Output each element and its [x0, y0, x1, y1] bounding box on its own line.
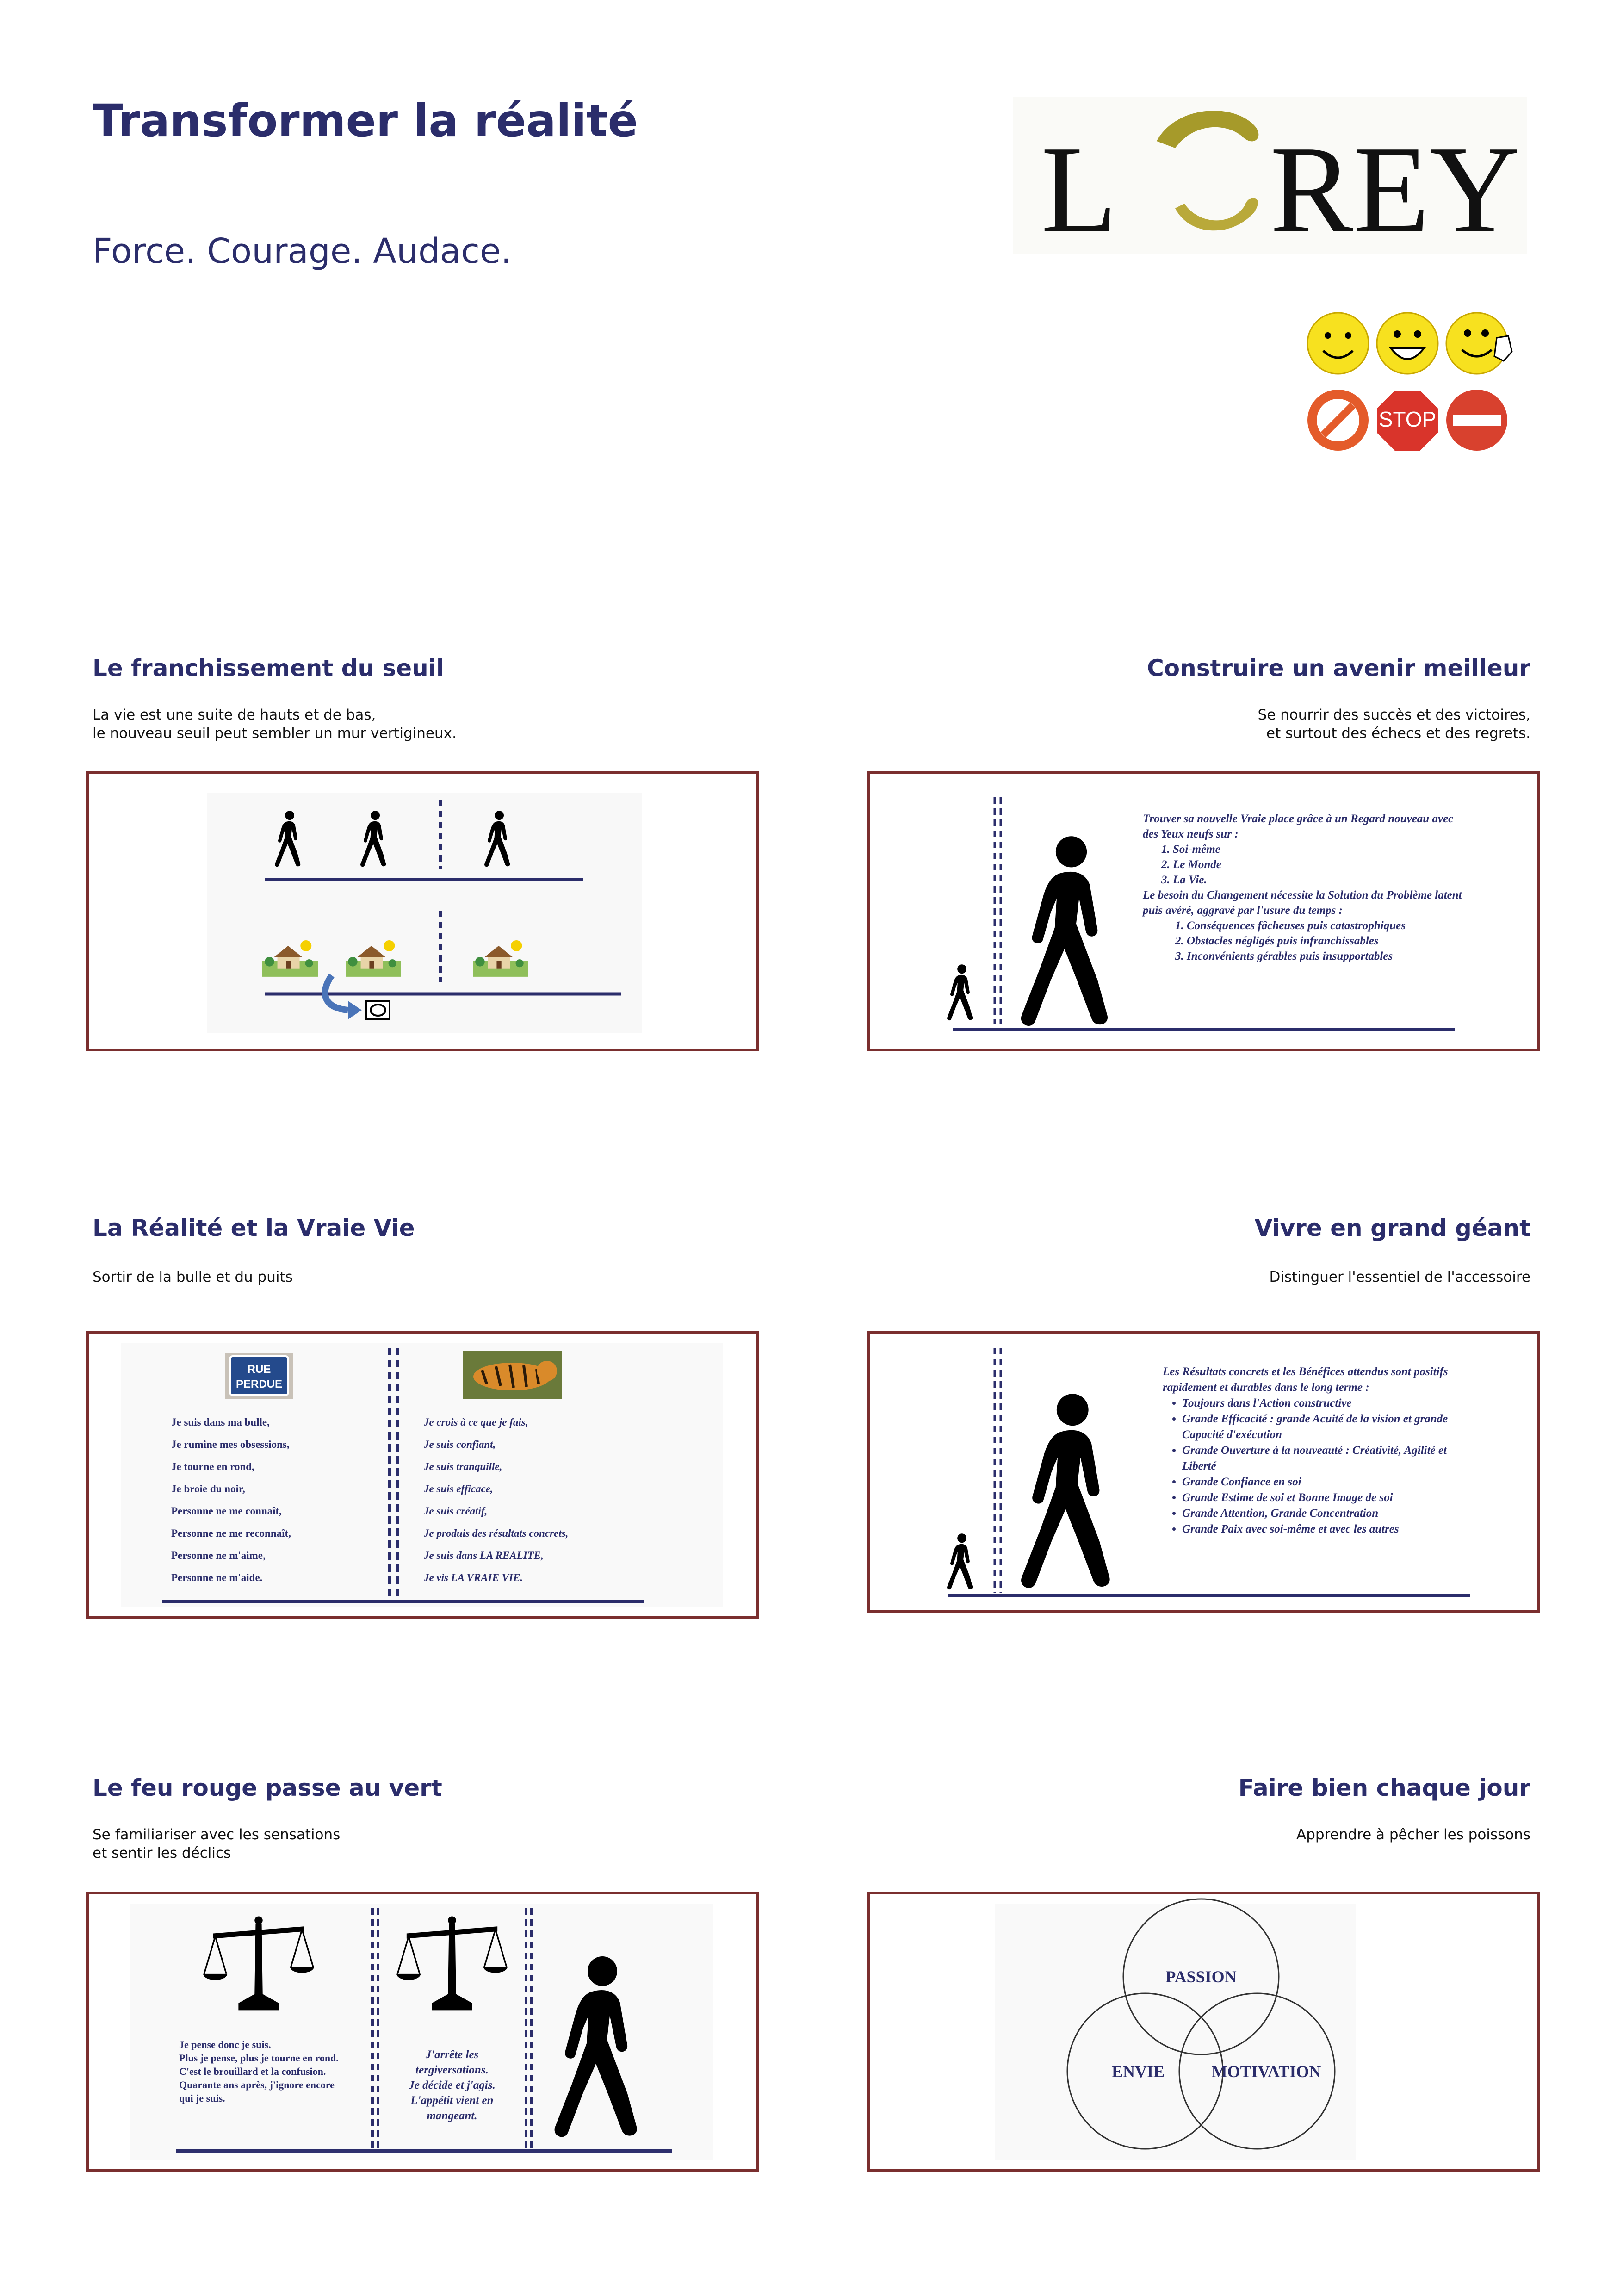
- svg-text:RUE: RUE: [247, 1363, 271, 1376]
- slide-6: [867, 1892, 1540, 2172]
- circle-label-envie: ENVIE: [1111, 2062, 1165, 2081]
- list-item: Je produis des résultats concrets,: [424, 1527, 569, 1539]
- list-item: Personne ne m'aide.: [171, 1572, 263, 1583]
- list-item: • Grande Efficacité : grande Acuité de la vision et grande Capacité d'exécution: [1182, 1411, 1477, 1443]
- section-6-subtitle: Apprendre à pêcher les poissons: [1296, 1826, 1530, 1843]
- circle-label-passion: PASSION: [1165, 1967, 1237, 1986]
- list-item: • Grande Paix avec soi-même et avec les autres: [1182, 1521, 1477, 1537]
- slide-3: [86, 1331, 759, 1619]
- page-subtitle: Force. Courage. Audace.: [93, 231, 512, 271]
- svg-text:PERDUE: PERDUE: [235, 1378, 283, 1390]
- slide-5-left-text: Je pense donc je suis. Plus je pense, plus je tourne en rond. C'est le brouillard et la confusion. Quarante ans après, j'ignore encore qui je suis.: [179, 2039, 339, 2104]
- list-item: • Grande Confiance en soi: [1182, 1474, 1477, 1490]
- slide-4-text: [1163, 1364, 1477, 1537]
- list-item: • Grande Attention, Grande Concentration: [1182, 1506, 1477, 1521]
- logo: [1013, 97, 1527, 254]
- list-item: Personne ne m'aime,: [171, 1550, 266, 1561]
- section-5-title: Le feu rouge passe au vert: [93, 1775, 442, 1801]
- section-2-subtitle: Se nourrir des succès et des victoires, et surtout des échecs et des regrets.: [1258, 707, 1530, 742]
- slide-4-intro: Les Résultats concrets et les Bénéfices attendus sont positifs rapidement et durables dans le long terme :: [1163, 1365, 1448, 1394]
- list-item: • Grande Ouverture à la nouveauté : Créativité, Agilité et Liberté: [1182, 1443, 1477, 1474]
- section-1-subtitle: La vie est une suite de hauts et de bas, le nouveau seuil peut sembler un mur vertigineux.: [93, 707, 457, 742]
- section-5-subtitle: Se familiariser avec les sensations et sentir les déclics: [93, 1826, 341, 1862]
- list-item: 1. Soi-même: [1173, 842, 1462, 857]
- smiley-icon: [1307, 313, 1369, 374]
- do-not-enter-icon: [1446, 390, 1507, 451]
- slide-3-left-list: [171, 1411, 291, 1589]
- section-1-title: Le franchissement du seuil: [93, 655, 444, 682]
- section-4-subtitle: Distinguer l'essentiel de l'accessoire: [1269, 1269, 1530, 1285]
- list-item: Je vis LA VRAIE VIE.: [424, 1572, 523, 1583]
- slide-1: [86, 771, 759, 1051]
- slide-2-intro: Trouver sa nouvelle Vraie place grâce à un Regard nouveau avec des Yeux neufs sur :: [1143, 813, 1454, 840]
- list-item: Personne ne me connaît,: [171, 1505, 282, 1517]
- grinning-smiley-icon: [1377, 313, 1438, 374]
- no-entry-circle-icon: [1307, 390, 1369, 451]
- list-item: 3. Inconvénients gérables puis insupportables: [1187, 949, 1462, 964]
- svg-text:STOP: STOP: [1378, 407, 1437, 431]
- section-2-title: Construire un avenir meilleur: [1147, 655, 1530, 682]
- circle-label-motivation: MOTIVATION: [1211, 2062, 1321, 2081]
- svg-text:REY: REY: [1270, 120, 1520, 254]
- list-item: 2. Obstacles négligés puis infranchissables: [1187, 933, 1462, 949]
- list-item: Je rumine mes obsessions,: [171, 1439, 290, 1450]
- tiger-image-icon: [463, 1351, 562, 1399]
- list-item: Je suis tranquille,: [424, 1461, 502, 1472]
- svg-text:L: L: [1041, 120, 1117, 254]
- list-item: Je suis efficace,: [424, 1483, 493, 1495]
- list-item: Je crois à ce que je fais,: [424, 1416, 528, 1428]
- list-item: Je suis confiant,: [424, 1439, 496, 1450]
- list-item: 1. Conséquences fâcheuses puis catastrophiques: [1187, 918, 1462, 933]
- list-item: Je suis dans LA REALITE,: [424, 1550, 544, 1561]
- slide-2: [867, 771, 1540, 1051]
- section-3-subtitle: Sortir de la bulle et du puits: [93, 1269, 293, 1285]
- section-6-title: Faire bien chaque jour: [1238, 1775, 1530, 1801]
- slide-5-middle-text: J'arrête les tergiversations. Je décide et j'agis. L'appétit vient en mangeant.: [409, 2048, 496, 2122]
- section-4-title: Vivre en grand géant: [1254, 1215, 1530, 1241]
- emoji-group: [1305, 305, 1527, 458]
- section-3-title: La Réalité et la Vraie Vie: [93, 1215, 415, 1241]
- street-sign-icon: [225, 1353, 293, 1399]
- list-item: Je suis dans ma bulle,: [171, 1416, 270, 1428]
- slide-2-middle: Le besoin du Changement nécessite la Solution du Problème latent puis avéré, aggravé par l'usure du temps :: [1143, 889, 1462, 917]
- list-item: Je broie du noir,: [171, 1483, 245, 1495]
- list-item: Je tourne en rond,: [171, 1461, 254, 1472]
- page-title: Transformer la réalité: [93, 95, 638, 147]
- stop-sign-icon: [1376, 390, 1439, 452]
- list-item: 2. Le Monde: [1173, 857, 1462, 872]
- thumbs-up-smiley-icon: [1446, 313, 1512, 374]
- list-item: Personne ne me reconnaît,: [171, 1527, 291, 1539]
- list-item: Je suis créatif,: [424, 1505, 488, 1517]
- slide-3-right-list: [424, 1411, 568, 1589]
- list-item: 3. La Vie.: [1173, 872, 1462, 887]
- slide-5: [86, 1892, 759, 2172]
- list-item: • Grande Estime de soi et Bonne Image de soi: [1182, 1490, 1477, 1506]
- slide-2-text: [1143, 811, 1462, 964]
- list-item: • Toujours dans l'Action constructive: [1182, 1396, 1477, 1411]
- slide-4: [867, 1331, 1540, 1613]
